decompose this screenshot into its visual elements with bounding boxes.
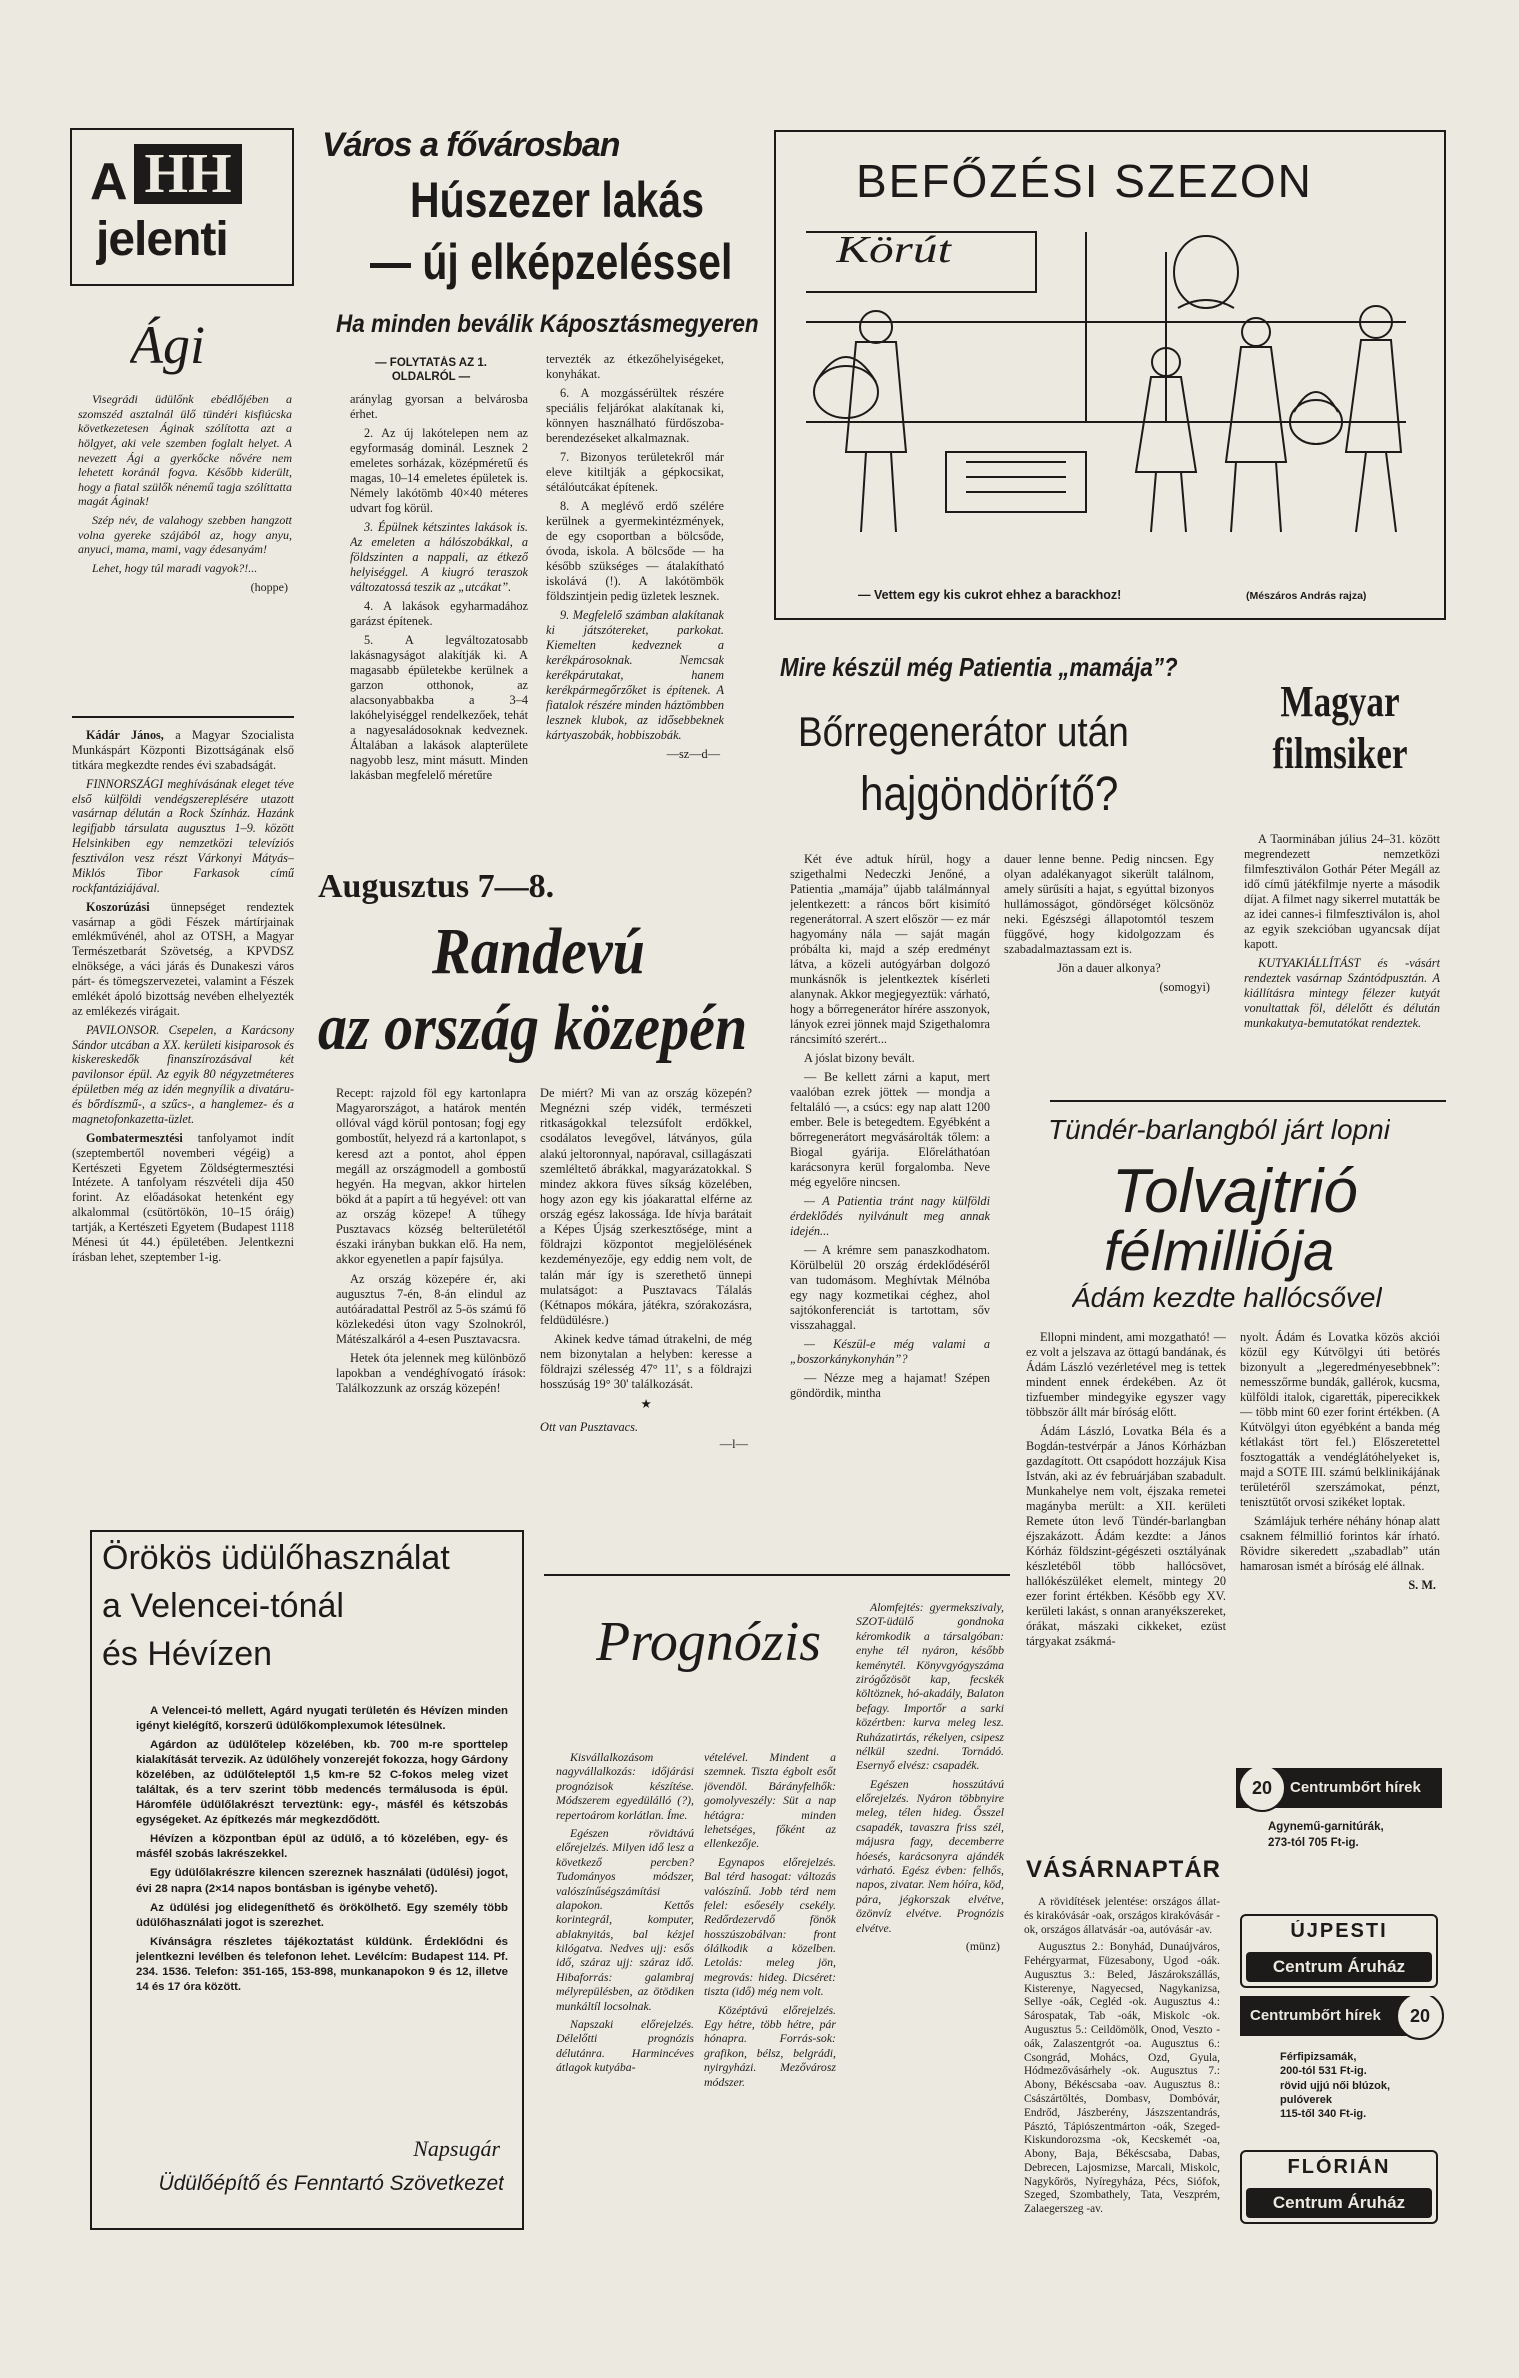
- udulo-para: Hévízen a központban épül az üdülő, a tó közelében, egy- és másfél szobás lakrészekkel.: [136, 1833, 508, 1861]
- randevu-kicker: Augusztus 7—8.: [318, 868, 555, 905]
- agi-title: Ági: [130, 315, 205, 375]
- centrum-badge: 20: [1396, 1996, 1444, 2040]
- tolvaj-kicker: Tündér-barlangból járt lopni: [1048, 1114, 1390, 1145]
- naptar-intro: A rövidítések jelentése: országos állat- és kirakóvásár -oak, országos kirakóvásár -ok, országos állatvásár -oa, autóvásár -av.: [1024, 1896, 1220, 1936]
- agi-signature: (hoppe): [250, 579, 288, 594]
- varos-c1-p: 3. Épülnek kétszintes lakások is. Az emeleten a hálószobákkal, a földszinten a nappali, az étkező helyiséggel. A kiugró teraszok változatossá teszik az „utcákat”.: [350, 520, 528, 594]
- film-p2: KUTYAKIÁLLÍTÁST és -vásárt rendeztek vasárnap Szántódpusztán. A kiállításra mintegy félezer kutyát vonultattak föl, délelőtt és délután munkakutya-bemutatókat rendeztek.: [1244, 956, 1440, 1030]
- hh-jelenti-box: [70, 128, 294, 286]
- patientia-c1-p: A jóslat bizony bevált.: [804, 1051, 915, 1065]
- prognozis-c1-p: Egészen rövidtávú előrejelzés. Milyen idő lesz a következő percben? Tudományos módszer, valószínűségszámítási alapokon. Kettős korintegrál, komputer, ablaknyitás, bal kézjel kilógatva. Nedves ujj: esős idő, száraz ujj: száraz idő. Hibaforrás: galambraj mélyrepülésben, az ötödiken munkáltíl locsolnak.: [556, 1825, 694, 2013]
- tolvaj-deck: Ádám kezdte hallócsővel: [1072, 1282, 1382, 1313]
- centrum-ad-1: [1236, 1768, 1442, 1888]
- florian-centrum-ad: [1240, 2150, 1438, 2224]
- hh-logo-a: A: [90, 153, 128, 211]
- varos-c2-p: tervezték az étkezőhelyiségeket, konyhákat.: [546, 352, 724, 381]
- film-headline-2: filmsiker: [1272, 729, 1408, 778]
- udulo-headline-3: és Hévízen: [102, 1635, 273, 1673]
- patientia-c1-p: — Nézze meg a hajamat! Szépen göndördik, mintha: [790, 1371, 990, 1400]
- tolvaj-c2-p: Számlájuk terhére néhány hónap alatt csaknem félmillió forintos kár írható. Rövidre sikeredett „szabadlab” után hamarosan ismét a bíróság elé állnak.: [1240, 1514, 1440, 1573]
- varos-c2-p: 7. Bizonyos területekről már eleve kitiltják a gépkocsikat, sétálóutcákat építenek.: [546, 450, 724, 494]
- varos-headline-1: Húszezer lakás: [410, 172, 705, 228]
- udulo-headline-2: a Velencei-tónál: [102, 1587, 344, 1625]
- centrum-badge: 20: [1238, 1768, 1286, 1812]
- divider: [544, 1574, 1010, 1576]
- centrum-ad-2-text: Férfipizsamák, 200-tól 531 Ft-ig. rövid ujjú női blúzok, pulóverek 115-től 340 Ft-ig.: [1280, 2051, 1390, 2121]
- udulo-para: Egy üdülőlakrészre kilencen szereznek használati (üdülési) jogot, évi 28 napra (2×14 napos bontásban is igénybe vehető).: [136, 1867, 508, 1895]
- patientia-c1-p: — A Patientia tránt nagy külföldi érdeklődés nyilvánult meg annak idején...: [790, 1194, 990, 1238]
- patientia-c1-p: — Be kellett zárni a kaput, mert vaalóban ezrek jöttek — mondja a feltaláló —, a csúcs: egy nap alatt 1200 ember. Bele is betegedtem. Egyébként a bőrregenerátort megvásárolták tőlem: a Biogal gyárija. Előreláthatóan karácsonyra kerül forgalomba. Neve még egyelőre nincsen.: [790, 1070, 990, 1189]
- news-koszoruzas: Koszorúzási ünnepséget rendeztek vasárnap a gödi Fészek mártírjainak emlékművénél, ahol az OTSH, a Magyar Természetbarát Szövetség, a KPVDSZ elnöksége, a váci járás és Dunakeszi város párt- és tömegszervezetei, valamint a Fészek emlékét ápoló bizottság nevében elhelyezték az emlékezés virágait.: [72, 899, 294, 1018]
- woman-head: [860, 311, 892, 343]
- varos-column-1: [350, 392, 528, 787]
- randevu-c2-p: Akinek kedve támad útrakelni, de még nem bizonytalan a helyben: keresse a földrajzi szélesség 47° 11', s a földrajzi hosszúság 19° 30' találkozását.: [540, 1332, 752, 1392]
- randevu-c1-p: Hetek óta jelennek meg különböző lapokban a vendéghívogató írások: Találkozzunk az ország közepén!: [336, 1351, 526, 1396]
- udulo-para: Az üdülési jog elidegeníthető és örökölhető. Egy személy több üdülőhasználati jogot is szerezhet.: [136, 1901, 508, 1929]
- patientia-signature: (somogyi): [1159, 980, 1210, 994]
- randevu-c1-p: Az ország közepére ér, aki augusztus 7-én, 8-án elindul az autóáradattal Pestről az 5-ös számú fő közlekedési úton vagy Szolnokról, Mátészalkáról a 4-esen Pusztavacsra.: [336, 1271, 526, 1346]
- prognozis-c3-p: Egészen hosszútávú előrejelzés. Nyáron többnyire meleg, télen hideg. Ősszel csapadék, tavaszra friss szél, májusra fagy, decemberre hóesés, karácsonyra ajándék várható. Egész évben: felhős, napos, zivatar. Nem hóíra, köd, pára, jégkorszak elvétve, özönvíz elvétve. Prognózis elvétve.: [856, 1776, 1004, 1935]
- agi-p1: Visegrádi üdülőnk ebédlőjében a szomszéd asztalnál ülő tündéri kisfiúcska következetesen Áginak szólította azt a hölgyet, aki vele szemben foglalt helyet. A nevezett Ági a gyerkőcke nővére nem lehetett koránál fogva. Később kiderült, hogy a fiatal szülők nénemű tagja szólíttatta magát Áginak!: [78, 392, 292, 509]
- patientia-headline-1: Bőrregenerátor után: [798, 708, 1129, 755]
- tolvaj-headline-2: félmilliója: [1104, 1219, 1335, 1282]
- tolvaj-c1-p: Ádám László, Lovatka Béla és a Bogdán-testvérpár a János Kórházban gazdagított. Ott csapódott hozzájuk Kisa István, aki az év februárjában szabadult. Munkahelye nem volt, éjszaka remetei magányba merült: a XII. kerületi Remete úton levő Tündér-barlangban éjszakázott. Ádám kezdte: a János Kórház földszint-gégészeti osztályának készletéből több hallócsövet, hallókészüléket elemelt, mintegy 20 ezer forint értékben. Később egy XV. kerületi lakást, s onnan aranyékszereket, órákat, mászaki cikkeket, ezüst tárgyakat zsákmá-: [1026, 1424, 1226, 1648]
- news-briefs: [72, 728, 294, 1269]
- divider: [72, 716, 294, 718]
- randevu-headline-1: Randevú: [432, 915, 645, 988]
- prognozis-column-3: [856, 1600, 1004, 1959]
- prognozis-signature: (münz): [965, 1938, 1000, 1953]
- prognozis-column-1: [556, 1750, 694, 2079]
- centrum-ad-1-line1: Agynemű-garnitúrák,: [1268, 1821, 1384, 1833]
- tolvaj-c2-p: nyolt. Ádám és Lovatka közös akciói közül egy Kútvölgyi úti betörés bizonyult a „legeredményesebbnek”: nemesszőrme bundák, gallérok, kucsma, külföldi italok, cigaretták, piperecikkek — több mint 60 ezer forint értékben. (A Kútvölgyi úton egyébként a banda még kétlakást tört fel.) Előszeretettel fosztogatták a vendéglátóhelyeket is, majd a SOTE III. számú belklinikájának területéről szerszámokat, pénzt, tenisztütőt orvosi szikéket loptak.: [1240, 1330, 1440, 1509]
- patientia-c1-p: Két éve adtuk hírül, hogy a szigethalmi Nedeczki Jenőné, a Patientia „mamája” újabb találmánnyal jelentkezett: a ráncos bőrt kisimító regenerátorral. A szert először — ez már hagyomány nála — saját magán próbálta ki, majd a szép eredményt látva, a közeli autógyárban dolgozó munkásnők is jelentkeztek kísérleti alanynak. Akkor megjegyeztük: várható, hogy a bőrregenerátor hírére asszonyok, lányok ezrei jönnek majd Szigethalomra ráncsimító szerért...: [790, 852, 990, 1046]
- varos-c1-p: aránylag gyorsan a belvárosba érhet.: [350, 392, 528, 421]
- tolvaj-column-1: [1026, 1330, 1226, 1653]
- film-p1: A Taorminában július 24–31. között megrendezett nemzetközi filmfesztiválon Gothár Péter Megáll az idő című játékfilmje nyerte a második díjat. A filmet nagy sikerrel mutatták be az idei cannes-i filmfesztiválon is, ahol az egyik szekcióban ugyancsak díjat kapott.: [1244, 832, 1440, 951]
- sack-of-sugar: [1174, 236, 1238, 308]
- centrum-ad-2: [1240, 1996, 1446, 2146]
- centrum-ad-1-line2: 273-tól 705 Ft-ig.: [1268, 1837, 1359, 1849]
- patientia-c1-p: — Készül-e még valami a „boszorkánykonyhán”?: [790, 1337, 990, 1366]
- prognozis-c2-p: Középtávú előrejelzés. Egy hétre, több hétre, pár hónapra. Forrás-sok: grafikon, bélsz, belgrádi, nyirgyházi. Mezővárosz módszer.: [704, 2002, 836, 2089]
- varos-headline-2: — új elképzeléssel: [370, 234, 733, 290]
- befozes-title: BEFŐZÉSI SZEZON: [856, 155, 1313, 207]
- news-pavilonsor: PAVILONSOR. Csepelen, a Karácsony Sándor utcában a XX. kerületi kisiparosok és kiskereskedők finanszírozásával két pavilonsor épül. Az egyik 80 négyzetméteres épületben még az idén megnyílik a divatáru- és bőrdíszmű-, a szűcs-, a hanglemez- és a magnetofonkazetta-üzlet.: [72, 1022, 294, 1126]
- centrum-banner: Centrumbőrt hírek: [1240, 1996, 1410, 2036]
- udulo-intro: A Velencei-tó mellett, Agárd nyugati területén és Hévízen minden igényt kielégítő, korszerű üdülőkomplexumok létesülnek.: [136, 1705, 508, 1733]
- udulo-headline-1: Örökös üdülőhasználat: [102, 1539, 450, 1577]
- centrum-banner: Centrumbőrt hírek: [1236, 1768, 1442, 1808]
- patientia-column-1: [790, 852, 990, 1405]
- varos-continued: — FOLYTATÁS AZ 1. OLDALRÓL —: [375, 357, 487, 384]
- naptar-title: VÁSÁRNAPTÁR: [1026, 1856, 1222, 1883]
- divider: [1050, 1100, 1446, 1102]
- news-kadar: Kádár János, a Magyar Szocialista Munkáspárt Központi Bizottságának első titkára megkezdte rendes évi szabadságát.: [72, 728, 294, 772]
- tolvaj-headline-1: Tolvajtrió: [1112, 1157, 1358, 1226]
- randevu-signoff: Ott van Pusztavacs.: [540, 1419, 639, 1434]
- randevu-star: ★: [640, 1396, 652, 1411]
- florian-label: FLÓRIÁN: [1287, 2156, 1391, 2178]
- tolvaj-c1-p: Ellopni mindent, ami mozgatható! — ez volt a jelszava az öttagú bandának, és Ádám László vezérletével meg is tettek mindent ennek érdekében. Az öt tizfuember mindegyike egyszer vagy többször állt már bíróság előtt.: [1026, 1330, 1226, 1419]
- ujpesti-centrum-ad: [1240, 1914, 1438, 1988]
- befozes-cartoon-box: [774, 130, 1446, 620]
- prognozis-c2-p: Egynapos előrejelzés. Bal térd hasogat: változás valószínű. Jobb térd nem felel: esőesély csekély. Redőrdezervdő fönök hosszúszobálvan: front ólálkodik a közelben. Letolás: meleg jön, megrovás: hideg. Dicséret: tiszta (idő) még nem volt.: [704, 1854, 836, 1999]
- prognozis-c3-p: Alomfejtés: gyermekszivaly, SZOT-üdülő gondnoka kéromkodik a társalgóban: enyhe tél nyáron, később keménytél. Könyvgyógyszáma zirógőzösöt kap, fecskék költöznek, hó-akadály, Balaton befagy. Importőr a sarki közértben: kurva meleg lesz. Ruházatirtás, rékelyen, csipesz nélkül szedni. Tornádó. Esernyő elvész: csapadék.: [856, 1600, 1004, 1773]
- tolvaj-column-2: [1240, 1330, 1440, 1599]
- cartoon-credit: (Mészáros András rajza): [1246, 590, 1367, 602]
- varos-kicker: Város a fővárosban: [322, 126, 620, 164]
- patientia-headline-2: hajgöndörítő?: [860, 768, 1119, 821]
- film-article: [1244, 832, 1440, 1035]
- varos-c1-p: 5. A legváltozatosabb lakásnagyságot alakítják ki. A magasabb épületekbe kerülnek a garzon otthonok, az alacsonyabbakba a 3–4 lakóhelyiséggel rendelkezőek, tehát a nagyesaládosoknak kedveznek. Általában a lakások alapterülete nagyobb lesz, mint másutt. Minden lakásban megfelelő méretűre: [350, 633, 528, 782]
- patientia-kicker: Mire készül még Patientia „mamája”?: [780, 652, 1178, 682]
- varos-c1-p: 4. A lakások egyharmadához garázst építenek.: [350, 599, 528, 628]
- varos-deck: Ha minden beválik Káposztásmegyeren: [336, 310, 759, 338]
- agi-article: [78, 392, 292, 600]
- patientia-c2-p: Jön a dauer alkonya?: [1057, 961, 1161, 975]
- randevu-column-1: [336, 1086, 526, 1401]
- agi-p2: Szép név, de valahogy szebben hangzott volna gyereke szájából az, hogy anyu, anyuci, mama, mami, vagy édesanyám!: [78, 513, 292, 557]
- cartoon-caption: — Vettem egy kis cukrot ehhez a barackhoz!: [858, 588, 1122, 602]
- patientia-c1-p: — A krémre sem panaszkodhatom. Körülbelül 20 ország érdeklődéséről van tudomásom. Meghívtak Mélnóba egy nagy kozmetikai céghez, ahol sajtókonferenciát is tartottam, sőv visszahaggal.: [790, 1243, 990, 1332]
- agi-p3: Lehet, hogy túl maradi vagyok?!...: [92, 560, 258, 575]
- randevu-signature: —l—: [719, 1436, 748, 1451]
- patientia-column-2: [1004, 852, 1214, 1001]
- varos-c2-p: 8. A meglévő erdő szélére kerülnek a gyermekintézmények, de egy csoportban a bölcsőde, óvoda, iskola. A bölcsőde — ha később szükséges — átalakítható iskolává (!). A lakótömbök földszintjein pedig üzletek lesznek.: [546, 499, 724, 603]
- naptar-list: Augusztus 2.: Bonyhád, Dunaújváros, Fehérgyarmat, Füzesabony, Ugod -oák. Augusztus 3.: Beled, Jászárokszállás, Kisterenye, Nagyecsed, Nagykanizsa, Sellye -oák, Cegléd -ok. Augusztus 4.: Sárospatak, Tab -oák, Miskolc -ok. Augusztus 5.: Ceildömölk, Onod, Veszto -oák, Zalaszentgrót -oa. Augusztus 6.: Csongrád, Mohács, Ozd, Gyula, Hódmezővásárhely -ok. Augusztus 7.: Abony, Békéscsaba -oav. Augusztus 8.: Császártöltés, Dombasv, Dombóvár, Endrőd, Jászberény, Jászszentandrás, Pásztó, Tápiószentmárton -oák, Szeged-Kiskundorozsma -ok, Kecskemét -oa, Abony, Baja, Békéscsaba, Dabas, Debrecen, Lajosmizse, Marcali, Miskolc, Nagykőrös, Nyíregyháza, Pécs, Siófok, Szeged, Szombathely, Tata, Veszprém, Zalaegerszeg -av.: [1024, 1941, 1220, 2216]
- cartoon-shop-sign: Körút: [836, 229, 952, 271]
- varos-signature: —sz—d—: [666, 747, 720, 761]
- prognozis-c2-p: vételével. Mindent a szemnek. Tiszta égbolt esőt jövendöl. Bárányfelhők: gomolyveszély: Süt a nap hétágra: minden lehetséges, főként az ellenkezője.: [704, 1750, 836, 1851]
- prognozis-column-2: [704, 1750, 836, 2093]
- varos-column-2: [546, 352, 724, 768]
- ujpesti-store: Centrum Áruház: [1246, 1952, 1432, 1982]
- news-gomba: Gombatermesztési tanfolyamot indít (szeptembertől novemberi végéig) a Kertészeti Egyetem Zöldségtermesztési Intézete. A tanfolyam részvételi díja 450 forint. Az előadásokat hetenként egy alkalommal (csütörtökön, 10–15 óráig) tartják, a Kertészeti Egyetem (Budapest 1118 Ménesi út 44.) épületében. Jelentkezni írásban lehet, szeptember 1-ig.: [72, 1130, 294, 1264]
- udulo-sig-2: Üdülőépítő és Fenntartó Szövetkezet: [158, 2172, 504, 2195]
- hh-logo-jelenti: jelenti: [96, 213, 228, 266]
- patientia-c2-p: dauer lenne benne. Pedig nincsen. Egy olyan adalékanyagot sikerült találnom, amely sürűsíti a hajat, s egyúttal bizonyos hullámosságot, göndörséget kölcsönöz neki. Egészségi állapotomtól teszem függővé, hogy kidolgozzam és szabadalmaztassam ezt is.: [1004, 852, 1214, 956]
- news-finnorszagi: FINNORSZÁGI meghívásának eleget téve első külföldi vendégszereplésére utazott vasárnap délután a Rock Színház. Hazánk legifjabb társulata augusztus 1–9. között Helsinkiben egy nemzetközi televíziós fesztiválon vesz részt Várkonyi Mátyás–Miklós Tibor Farkasok című rockfantáziájával.: [72, 776, 294, 895]
- film-headline-1: Magyar: [1280, 677, 1400, 726]
- randevu-c1-p: Recept: rajzold föl egy kartonlapra Magyarországot, a határok mentén ollóval vágd körül pontosan; fogj egy gombostűt, helyezd rá a kartonlapot, s keresd azt a pontot, ahol éppen megáll az országmodell a gombostű hegyén. Ha megvan, akkor hirtelen bökd át a papírt a tű hegyével: ott van az ország közepe! A tűhegy Pusztavacs község belterületétől északi irányban bukkan elő. Ha nem, akkor egyenetlen a papír fajsúlya.: [336, 1086, 526, 1267]
- hh-logo-hh: HH: [134, 144, 242, 204]
- florian-store: Centrum Áruház: [1246, 2188, 1432, 2218]
- randevu-column-2: [540, 1086, 752, 1458]
- randevu-c2-p: De miért? Mi van az ország közepén? Megnézni szép vidék, természeti ritkaságokkal telezsúfolt erdőkkel, csodálatos levegővel, látványos, gúla alakú jeltoronnyal, napóraval, csillagászati szemléltető ábrákkal, magyarázatokkal. S mindez akkora füves síkság közelében, hogy azon egy kis jóakarattal elférne az ország egész lakossága. Ide hívja barátait a Képes Újság szerkesztősége, mint a földrajzi központot megjelölésének kezdeményezője, egy eddig nem volt, de talán már így is szerethető ünnepi mulatságot: a Pusztavacs Tálalás (Kétnapos mókára, játékra, szórakozásra, feldüdülésre.): [540, 1086, 752, 1327]
- randevu-headline-2: az ország közepén: [318, 991, 748, 1064]
- prognozis-c1-p: Napszaki előrejelzés. Délelőtti prognózis délutánra. Harmincéves átlagok kutyába-: [556, 2017, 694, 2075]
- naptar-text: [1024, 1896, 1220, 2221]
- prognozis-title: Prognózis: [596, 1611, 822, 1673]
- udulo-ad-box: [90, 1530, 524, 2230]
- varos-c2-p: 9. Megfelelő számban alakítanak ki játszótereket, parkokat. Kiemelten kedveznek a kerékpárosoknak. Nemcsak kerékpárutakat, hanem kerékpármegőrzőket is építenek. A fiatalok részére minden háztömbben lesznek klubok, az idősebbeknek kártyaszobák, hobbiszobák.: [546, 608, 724, 742]
- fruit-basket: [814, 366, 878, 418]
- prognozis-c1-p: Kisvállalkozásom nagyvállalkozás: időjárási prognózisok készítése. Módszerem egyedülálló (?), repertoárom korlátlan. Íme.: [556, 1750, 694, 1822]
- varos-c2-p: 6. A mozgássérültek részére speciális feljárókat alakítanak ki, könnyen használható fürdőszoba-berendezéseket alkalmaznak.: [546, 386, 724, 445]
- udulo-text: [136, 1704, 508, 1999]
- ujpesti-label: ÚJPESTI: [1290, 1920, 1388, 1942]
- udulo-para: Kívánságra részletes tájékoztatást küldünk. Érdeklődni és jelentkezni levélben és telefonon lehet. Levélcím: Budapest 114. Pf. 234. 1536. Telefon: 351-165, 153-898, munkanapokon 9 és 12, illetve 14 és 17 óra között.: [136, 1935, 508, 1993]
- udulo-sig-1: Napsugár: [413, 2136, 500, 2161]
- varos-c1-p: 2. Az új lakótelepen nem az egyformaság dominál. Lesznek 2 emeletes sorházak, középméretű és magas, 10–14 emeletes épületek is. Némely lakótömb 40×40 méteres udvart fog körül.: [350, 426, 528, 515]
- udulo-para: Agárdon az üdülőtelep közelében, kb. 700 m-re sporttelep kialakítását tervezik. Az üdülőhely vonzerejét fokozza, hogy Gárdony közelében, az üdülőteleptől 1,5 km-re 52 C-fokos meleg vizet találtak, és a terv szerint több medencés termálusoda is épül. Háromféle üdülőlakrészt terveztünk: egy-, másfél és kétszobás egységeket. Az építkezés már megkezdődött.: [136, 1739, 508, 1827]
- tolvaj-signature: S. M.: [1408, 1578, 1436, 1592]
